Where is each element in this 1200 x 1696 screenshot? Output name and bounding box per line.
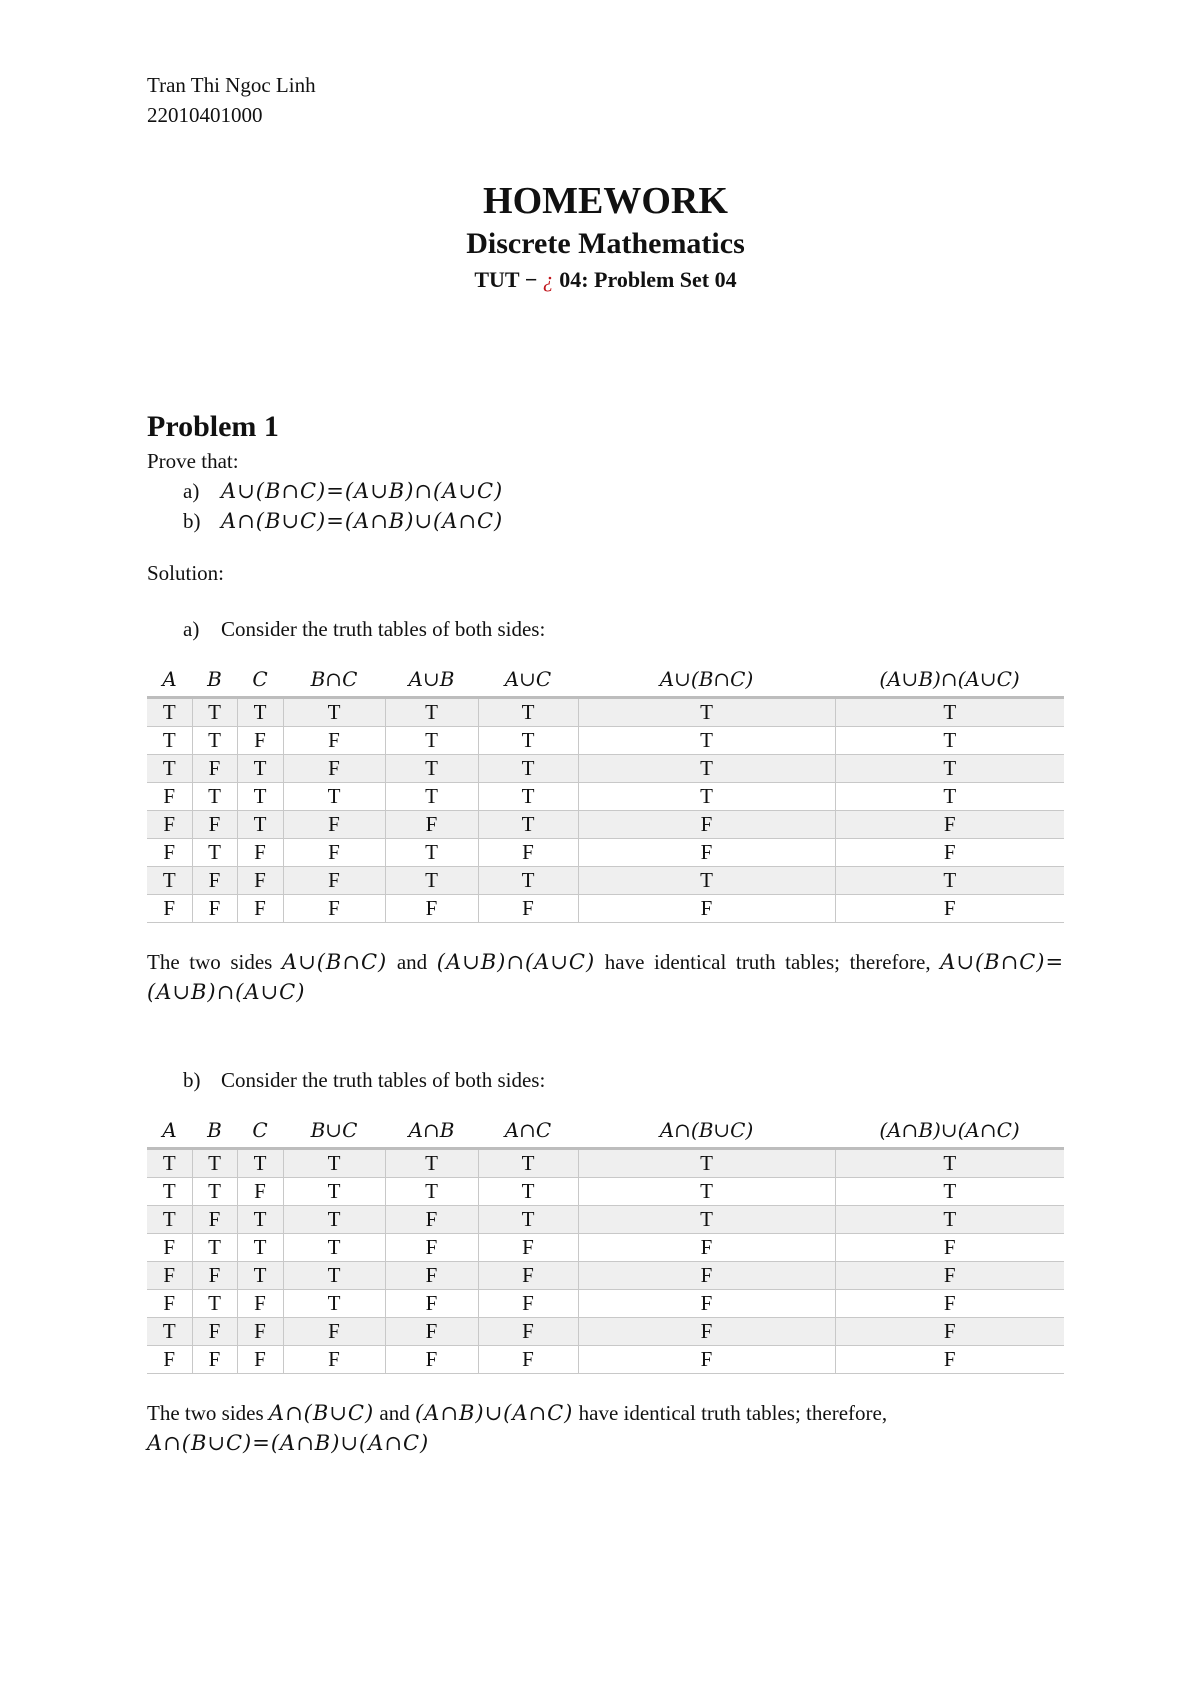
table-cell: F [578, 1290, 835, 1318]
solution-label: Solution: [147, 561, 225, 585]
course-name: Discrete Mathematics [466, 227, 745, 260]
table-row [147, 1206, 1064, 1234]
table-cell: T [478, 1149, 578, 1178]
table-cell: F [478, 895, 578, 923]
table-cell: T [578, 867, 835, 895]
table-cell: F [385, 1290, 478, 1318]
table-cell: F [192, 867, 237, 895]
table-cell: F [283, 839, 385, 867]
table-cell: T [237, 698, 283, 727]
table-cell: T [835, 727, 1064, 755]
table-cell: T [835, 867, 1064, 895]
part-b-conclusion [147, 1398, 1064, 1458]
table-cell: F [578, 811, 835, 839]
conclusion-text: have identical truth tables; therefore, [604, 950, 931, 974]
table-cell: T [835, 698, 1064, 727]
table-cell: F [147, 1346, 192, 1374]
column-header: B∩C [283, 662, 385, 698]
table-cell: F [385, 811, 478, 839]
table-cell: T [237, 1149, 283, 1178]
table-cell: F [283, 755, 385, 783]
table-cell: T [283, 1234, 385, 1262]
table-cell: T [578, 1149, 835, 1178]
table-row [147, 727, 1064, 755]
table-cell: F [835, 895, 1064, 923]
table-cell: F [578, 895, 835, 923]
table-cell: T [578, 698, 835, 727]
table-cell: T [237, 1206, 283, 1234]
tut-glyph: ¿ [542, 267, 554, 292]
table-cell: T [192, 1178, 237, 1206]
table-cell: F [578, 1234, 835, 1262]
conclusion-text: and [396, 950, 428, 974]
table-cell: F [147, 783, 192, 811]
table-cell: F [192, 895, 237, 923]
table-header-row [147, 662, 1064, 698]
table-cell: F [283, 727, 385, 755]
table-cell: F [578, 1262, 835, 1290]
table-cell: T [192, 1149, 237, 1178]
table-cell: T [478, 727, 578, 755]
table-cell: T [385, 1149, 478, 1178]
table-cell: F [192, 1318, 237, 1346]
table-cell: F [237, 727, 283, 755]
table-cell: F [237, 839, 283, 867]
conclusion-text: and [379, 1401, 410, 1425]
table-cell: T [283, 1262, 385, 1290]
table-cell: F [478, 1234, 578, 1262]
table-row [147, 1234, 1064, 1262]
table-cell: T [578, 1206, 835, 1234]
table-row [147, 895, 1064, 923]
table-cell: T [578, 755, 835, 783]
table-cell: T [385, 755, 478, 783]
column-header: B∪C [283, 1113, 385, 1149]
problem-prompt: Prove that: [147, 449, 239, 473]
part-label: b) [183, 1068, 201, 1092]
table-cell: T [237, 755, 283, 783]
table-cell: F [283, 811, 385, 839]
column-header: B [192, 1113, 237, 1149]
table-cell: T [237, 811, 283, 839]
table-cell: F [147, 839, 192, 867]
table-cell: F [237, 1290, 283, 1318]
conclusion-text: The two sides [147, 950, 273, 974]
table-cell: T [478, 755, 578, 783]
table-cell: T [478, 1178, 578, 1206]
table-cell: T [283, 1178, 385, 1206]
table-cell: T [478, 783, 578, 811]
table-cell: F [478, 1346, 578, 1374]
table-cell: F [578, 1318, 835, 1346]
final-expression: A∪(B∩C)=(A∪B)∩(A∪C) [147, 950, 1065, 1004]
table-cell: T [147, 755, 192, 783]
table-cell: T [147, 1178, 192, 1206]
table-cell: F [147, 1234, 192, 1262]
table-cell: T [478, 811, 578, 839]
table-cell: F [192, 1346, 237, 1374]
author-name: Tran Thi Ngoc Linh [147, 73, 316, 97]
part-label: a) [183, 617, 200, 641]
column-header: C [237, 662, 283, 698]
table-cell: F [385, 1346, 478, 1374]
table-cell: F [192, 755, 237, 783]
table-cell: F [192, 1262, 237, 1290]
table-cell: T [385, 727, 478, 755]
part-intro-text: Consider the truth tables of both sides: [221, 1068, 546, 1092]
table-cell: F [385, 1262, 478, 1290]
table-cell: F [835, 1234, 1064, 1262]
table-row [147, 839, 1064, 867]
table-cell: F [385, 1234, 478, 1262]
table-cell: F [147, 811, 192, 839]
table-row [147, 1178, 1064, 1206]
table-cell: T [835, 1149, 1064, 1178]
truth-table-a [147, 662, 1064, 923]
column-header: A∪(B∩C) [578, 662, 835, 698]
column-header: A [147, 662, 192, 698]
table-cell: T [237, 1262, 283, 1290]
table-cell: F [237, 1346, 283, 1374]
table-row [147, 1262, 1064, 1290]
column-header: (A∩B)∪(A∩C) [835, 1113, 1064, 1149]
table-row [147, 698, 1064, 727]
table-cell: T [578, 1178, 835, 1206]
table-row [147, 1318, 1064, 1346]
table-cell: T [578, 727, 835, 755]
table-row [147, 1346, 1064, 1374]
student-id: 22010401000 [147, 103, 263, 127]
table-cell: T [835, 1178, 1064, 1206]
table-cell: T [147, 1206, 192, 1234]
tut-prefix: TUT − [474, 267, 538, 292]
table-cell: F [283, 867, 385, 895]
table-cell: T [147, 727, 192, 755]
table-cell: T [283, 1149, 385, 1178]
table-cell: F [192, 1206, 237, 1234]
part-intro-text: Consider the truth tables of both sides: [221, 617, 546, 641]
table-cell: F [147, 1290, 192, 1318]
column-header: B [192, 662, 237, 698]
table-cell: T [147, 1149, 192, 1178]
table-cell: F [835, 1262, 1064, 1290]
column-header: A∩(B∪C) [578, 1113, 835, 1149]
problem-set-title [147, 264, 1064, 296]
table-cell: T [478, 1206, 578, 1234]
left-expression: A∪(B∩C) [281, 950, 388, 974]
document-page [147, 70, 1064, 1458]
table-row [147, 755, 1064, 783]
table-row [147, 783, 1064, 811]
document-title: HOMEWORK [483, 180, 728, 222]
table-cell: T [478, 867, 578, 895]
table-cell: T [835, 783, 1064, 811]
table-header-row [147, 1113, 1064, 1149]
table-cell: T [835, 1206, 1064, 1234]
table-cell: F [835, 1346, 1064, 1374]
table-cell: T [385, 698, 478, 727]
statement-expr: A∩(B∪C)=(A∩B)∪(A∩C) [221, 509, 504, 533]
column-header: A∪C [478, 662, 578, 698]
right-expression: (A∪B)∩(A∪C) [436, 950, 596, 974]
table-cell: F [147, 895, 192, 923]
column-header: A∪B [385, 662, 478, 698]
table-cell: T [283, 1290, 385, 1318]
table-cell: T [237, 1234, 283, 1262]
truth-table-b [147, 1113, 1064, 1374]
table-cell: F [478, 1290, 578, 1318]
table-cell: F [478, 839, 578, 867]
table-row [147, 1149, 1064, 1178]
table-cell: T [147, 698, 192, 727]
table-cell: F [283, 895, 385, 923]
table-cell: F [283, 1318, 385, 1346]
conclusion-text: have identical truth tables; therefore, [578, 1401, 888, 1425]
table-cell: F [478, 1262, 578, 1290]
table-cell: F [835, 1290, 1064, 1318]
table-cell: F [385, 1206, 478, 1234]
table-cell: F [237, 867, 283, 895]
part-a-intro [183, 614, 1064, 644]
table-cell: F [283, 1346, 385, 1374]
table-cell: T [385, 783, 478, 811]
table-row [147, 867, 1064, 895]
table-cell: T [578, 783, 835, 811]
table-cell: T [385, 839, 478, 867]
table-cell: F [147, 1262, 192, 1290]
table-cell: T [147, 1318, 192, 1346]
table-cell: T [283, 698, 385, 727]
table-cell: T [192, 1290, 237, 1318]
table-cell: F [835, 1318, 1064, 1346]
table-cell: T [283, 783, 385, 811]
part-a-conclusion [147, 947, 1064, 1007]
table-cell: F [385, 895, 478, 923]
column-header: A [147, 1113, 192, 1149]
statement-a [183, 476, 1064, 506]
table-cell: F [385, 1318, 478, 1346]
table-cell: T [385, 867, 478, 895]
table-cell: T [237, 783, 283, 811]
tut-suffix: 04: Problem Set 04 [559, 267, 737, 292]
conclusion-text: The two sides [147, 1401, 264, 1425]
statement-b [183, 506, 1064, 536]
column-header: A∩B [385, 1113, 478, 1149]
statement-label: b) [183, 509, 201, 533]
table-cell: T [835, 755, 1064, 783]
final-expression: A∩(B∪C)=(A∩B)∪(A∩C) [147, 1431, 430, 1455]
table-cell: F [835, 839, 1064, 867]
column-header: C [237, 1113, 283, 1149]
table-cell: F [237, 895, 283, 923]
table-cell: F [835, 811, 1064, 839]
part-b-intro [183, 1065, 1064, 1095]
table-cell: F [478, 1318, 578, 1346]
table-cell: T [192, 783, 237, 811]
left-expression: A∩(B∪C) [268, 1401, 375, 1425]
table-cell: F [192, 811, 237, 839]
table-cell: T [192, 727, 237, 755]
table-cell: T [385, 1178, 478, 1206]
problem-heading: Problem 1 [147, 410, 279, 443]
table-cell: F [237, 1318, 283, 1346]
table-row [147, 1290, 1064, 1318]
column-header: (A∪B)∩(A∪C) [835, 662, 1064, 698]
table-cell: F [578, 1346, 835, 1374]
table-cell: T [283, 1206, 385, 1234]
statement-expr: A∪(B∩C)=(A∪B)∩(A∪C) [221, 479, 504, 503]
table-cell: T [192, 1234, 237, 1262]
table-cell: T [478, 698, 578, 727]
table-cell: T [147, 867, 192, 895]
right-expression: (A∩B)∪(A∩C) [414, 1401, 574, 1425]
column-header: A∩C [478, 1113, 578, 1149]
table-cell: T [192, 698, 237, 727]
table-cell: F [578, 839, 835, 867]
table-cell: T [192, 839, 237, 867]
statement-label: a) [183, 479, 200, 503]
table-cell: F [237, 1178, 283, 1206]
table-row [147, 811, 1064, 839]
